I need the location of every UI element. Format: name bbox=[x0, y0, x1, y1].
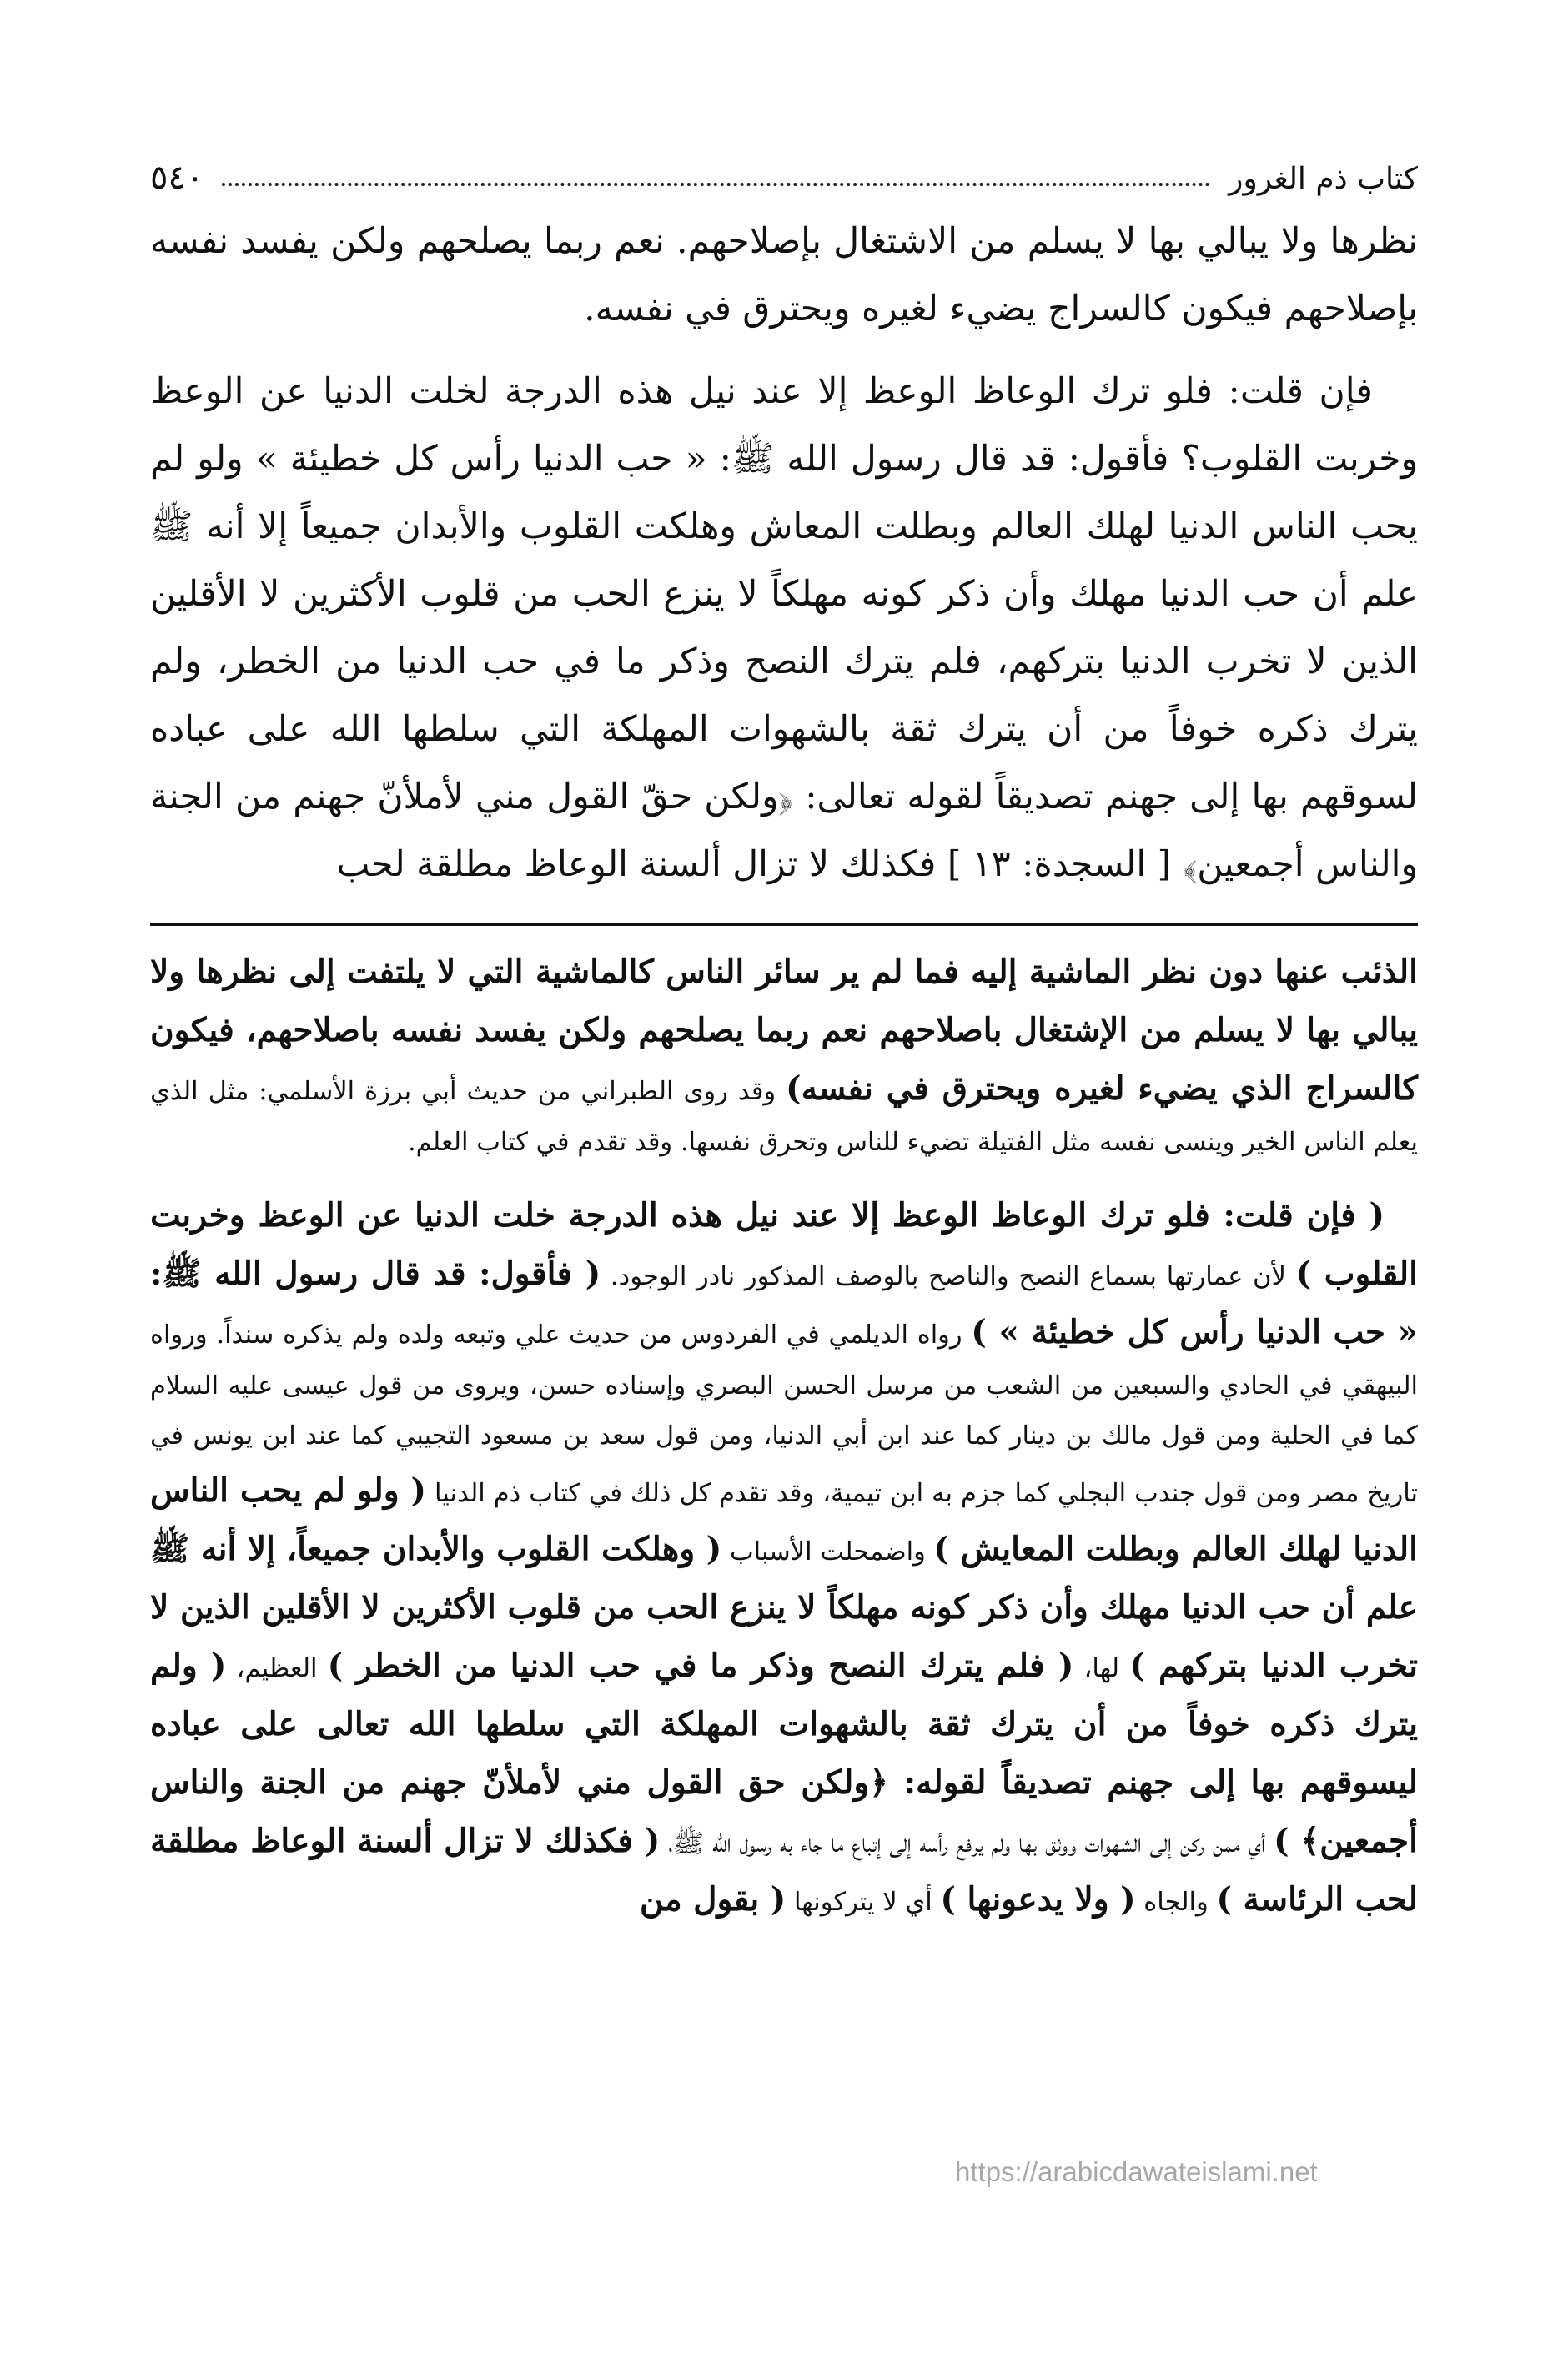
main-text bbox=[150, 208, 1418, 898]
quoted-text: ( فإن قلت: فلو ترك الوعاظ الوعظ إلا عند نيل هذه الدرجة خلت الدنيا عن الوعظ وخربت القلوب ) bbox=[150, 1196, 1418, 1293]
main-paragraph-1: نظرها ولا يبالي بها لا يسلم من الاشتغال بإصلاحهم. نعم ربما يصلحهم ولكن يفسد نفسه بإصلاحهم فيكون كالسراج يضيء لغيره ويحترق في نفسه. bbox=[150, 221, 1418, 329]
quoted-text: ( ولا يدعونها ) bbox=[940, 1880, 1136, 1919]
quoted-text: ( فكذلك لا تزال ألسنة الوعاظ مطلقة لحب الرئاسة ) bbox=[150, 1822, 1418, 1919]
commentary-note: أي ممن ركن إلى الشهوات ووثق بها ولم يرفع رأسه إلى إتباع ما جاء به رسول الله ﷺ، bbox=[660, 1829, 1274, 1859]
quoted-text: الذئب عنها دون نظر الماشية إليه فما لم ير سائر الناس كالماشية التي لا يلتفت إلى نظرها ولا يبالي بها لا يسلم من الإشتغال باصلاحهم نعم ربما يصلحهم ولكن يفسد نفسه باصلاحهم، فيكون كالسراج الذي يضيء لغيره ويحترق في نفسه) bbox=[150, 953, 1418, 1108]
commentary-note: لأن عمارتها بسماع النصح والناصح بالوصف المذكور نادر الوجود. bbox=[601, 1262, 1296, 1291]
main-paragraph-2: فإن قلت: فلو ترك الوعاظ الوعظ إلا عند نيل هذه الدرجة لخلت الدنيا عن الوعظ وخربت القلوب؟ فأقول: قد قال رسول الله ﷺ: « حب الدنيا رأس كل خطيئة » ولو لم يحب الناس الدنيا لهلك العالم وبطلت المعاش وهلكت القلوب والأبدان جميعاً إلا أنه ﷺ علم أن حب الدنيا مهلك وأن ذكر كونه مهلكاً لا ينزع الحب من قلوب الأكثرين لا الأقلين الذين لا تخرب الدنيا بتركهم، فلم يترك النصح وذكر ما في حب الدنيا من الخطر، ولم يترك ذكره خوفاً من أن يترك ثقة بالشهوات المهلكة التي سلطها الله على عباده لسوقهم بها إلى جهنم تصديقاً لقوله تعالى: ﴿ولكن حقّ القول مني لأملأنّ جهنم من الجنة والناس أجمعين﴾ [ السجدة: ١٣ ] فكذلك لا تزال ألسنة الوعاظ مطلقة لحب bbox=[150, 371, 1418, 885]
quoted-text: ( بقول من bbox=[640, 1880, 787, 1919]
header-dot-leader bbox=[222, 183, 1210, 186]
commentary-note: وقد روى الطبراني من حديث أبي برزة الأسلمي: مثل الذي يعلم الناس الخير وينسى نفسه مثل الفتيلة تضيء للناس وتحرق نفسها. وقد تقدم في كتاب العلم. bbox=[150, 1077, 1418, 1157]
quoted-text: ( ولو لم يحب الناس الدنيا لهلك العالم وبطلت المعايش ) bbox=[150, 1471, 1418, 1568]
commentary-paragraph-2 bbox=[150, 1186, 1418, 1929]
commentary-paragraph-1 bbox=[150, 943, 1418, 1168]
quoted-text: ( فلم يترك النصح وذكر ما في حب الدنيا من الخطر ) bbox=[327, 1647, 1074, 1685]
page-number: ٥٤٠ bbox=[150, 158, 204, 197]
quoted-text: ( ولم يترك ذكره خوفاً من أن يترك ثقة بالشهوات المهلكة التي سلطها الله تعالى على عباده ليسوقهم بها إلى جهنم تصديقاً لقوله: ﴿ولكن حق القول مني لأملأنّ جهنم من الجنة والناس أجمعين﴾ ) bbox=[150, 1647, 1418, 1860]
chapter-title: كتاب ذم الغرور bbox=[1228, 162, 1418, 197]
quoted-text: ( فأقول: قد قال رسول الله ﷺ: « حب الدنيا رأس كل خطيئة » ) bbox=[150, 1255, 1418, 1351]
commentary-note: العظيم، bbox=[226, 1654, 328, 1683]
book-page bbox=[150, 138, 1418, 2281]
section-divider bbox=[150, 923, 1418, 926]
watermark-url: https://arabicdawateislami.net bbox=[955, 2156, 1318, 2187]
quoted-text: ( وهلكت القلوب والأبدان جميعاً، إلا أنه ﷺ علم أن حب الدنيا مهلك وأن ذكر كونه مهلكاً لا ينزع الحب من قلوب الأكثرين لا الأقلين الذين لا تخرب الدنيا بتركهم ) bbox=[150, 1530, 1418, 1685]
commentary bbox=[150, 943, 1418, 1929]
commentary-note: أي لا يتركونها bbox=[786, 1888, 941, 1917]
commentary-note: واضمحلت الأسباب bbox=[721, 1537, 934, 1567]
commentary-note: لها، bbox=[1073, 1654, 1130, 1683]
commentary-note: والجاه bbox=[1135, 1888, 1217, 1917]
commentary-note: رواه الديلمي في الفردوس من حديث علي وتبعه ولده ولم يذكره سنداً. ورواه البيهقي في الحادي والسبعين من الشعب من مرسل الحسن البصري وإسناده حسن، ويروى من قول عيسى عليه السلام كما في الحلية ومن قول مالك بن دينار كما عند ابن أبي الدنيا، ومن قول سعد بن مسعود التجيبي كما عند ابن يونس في تاريخ مصر ومن قول جندب البجلي كما جزم به ابن تيمية، وقد تقدم كل ذلك في كتاب ذم الدنيا bbox=[150, 1320, 1418, 1508]
running-header bbox=[150, 138, 1418, 196]
